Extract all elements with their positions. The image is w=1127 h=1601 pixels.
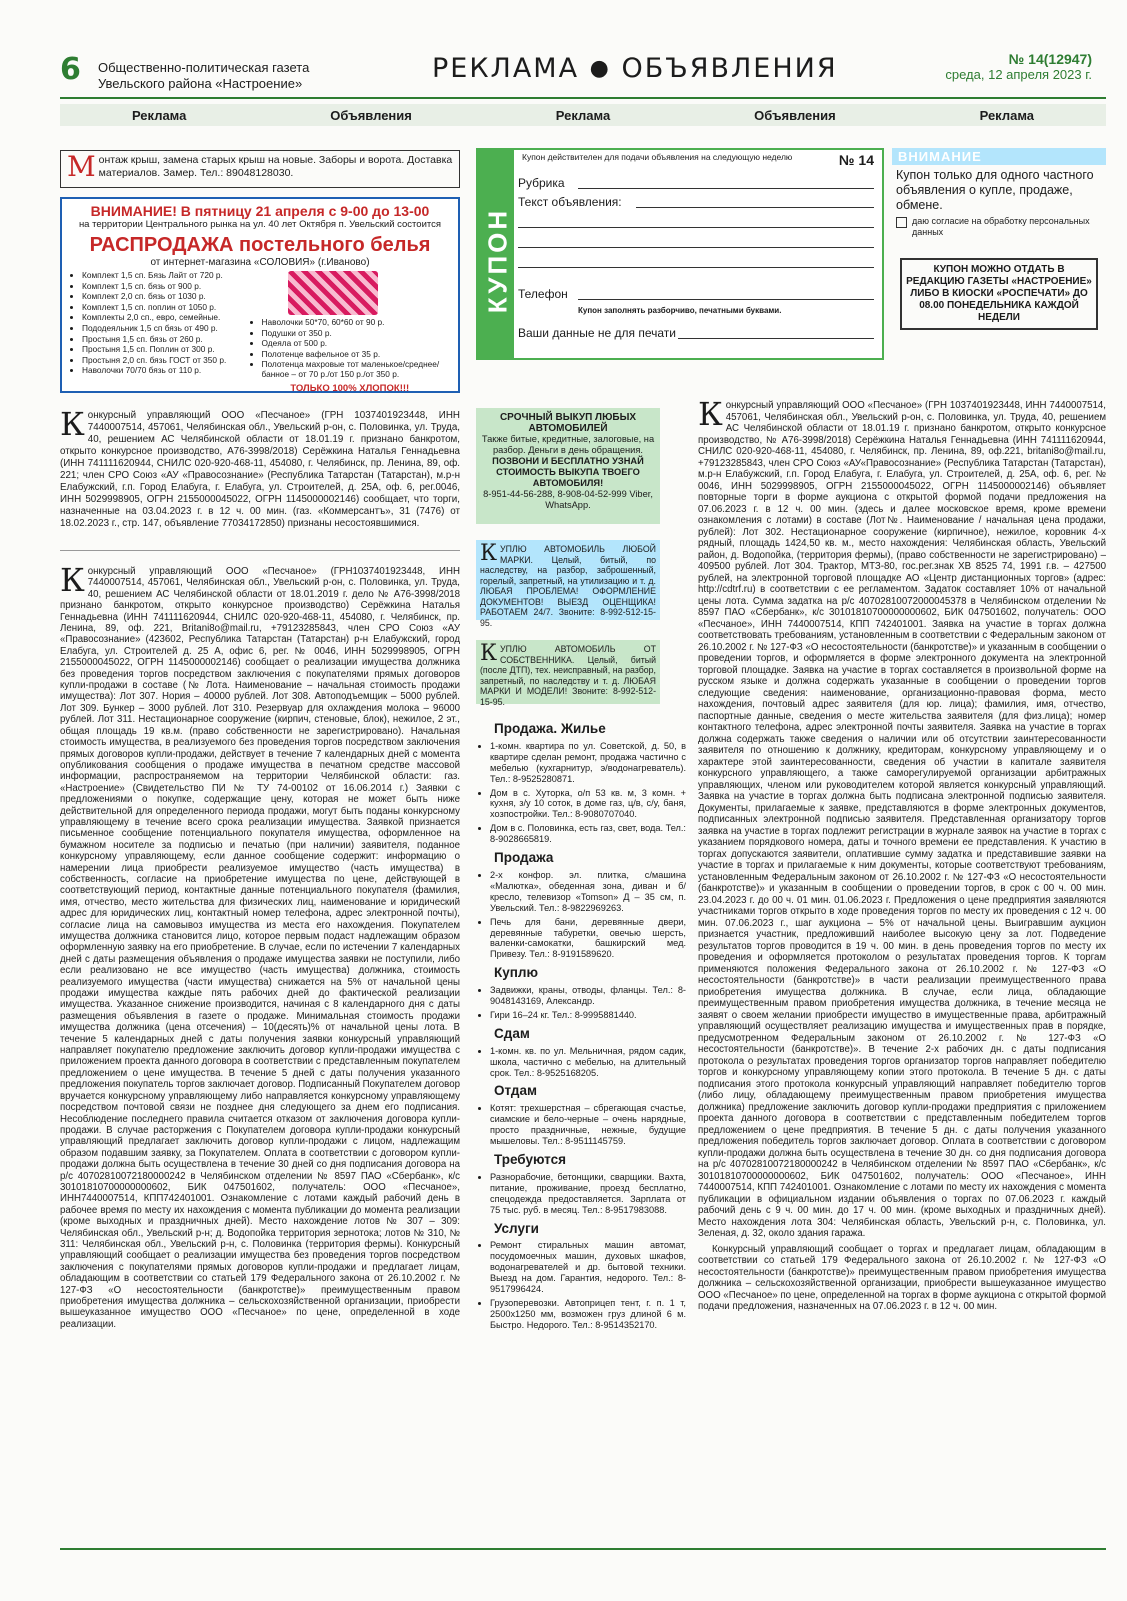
field-text-line[interactable] (518, 247, 874, 248)
paper-line-1: Общественно-политическая газета (98, 60, 310, 75)
rubric-4: Объявления (754, 107, 836, 123)
field-phone-line[interactable] (578, 299, 874, 300)
classified-heading: Продажа. Жилье (494, 721, 606, 736)
ad-roofing-text: онтаж крыш, замена старых крыш на новые. Заборы и ворота. Доставка материалов. Замер. Тел.: 89048128030. (98, 154, 453, 179)
rubric-2: Объявления (330, 107, 412, 123)
rubric-bar (60, 104, 1106, 126)
notice2-text: онкурсный управляющий ООО «Песчаное» (ГРН1037401923448, ИНН 7440007514, 457061, Челябинская обл., Увельский р-он, с. Половинка, ул. Труда, 40, решением АС Челябинской области от 18.01.2019 г. дело № А76-3998/2018 признано банкротом, открыто конкурсное производство) Серёжкина Наталья Геннадьевна (ИНН 741111620944, СНИЛС 020-920-468-11, 454080, г. Челябинск, пр. Ленина, 89, оф. 221, Britani8o@mail.ru, +79123285843, член СРО Союз «АУ «Правосознание» (423602, Республика Татарстан (Татарстан) р-н Елабужский, город Елабуга, ул. Строителей д. 25 А, офис 6, рег. № 0046, ИНН 5029998905, ОГРН 2155000045022, ОГРН 1145000002146) сообщает о реализации имущества должника без проведения торгов посредством заключения с покупателями прямых договоров купли-продажи в составе (№ Лота. Наименование – начальная стоимость продажи имущества): Лот 307. Нория – 40000 рублей. Лот 308. Автоподъемщик – 5000 рублей. Лот 309. Бункер – 3000 рублей. Лот 310. Резервуар для охлаждения молока – 96000 рублей. Лот 311. Нестационарное сооружение (кирпич, стеновые, блок), нежилое, 2 эт., общая площадь 19 кв.м. (право собственности не зарегистрировано). Начальная стоимость имущества, в реализуемого без проведения торгов посредством заключения прямых договоров купли-продажи, действует в течение 7 календарных дней с момента опубликования сообщения о продаже имущества в печатном средстве массовой информации, распространяемом на территории Челябинской области: газ. «Настроение» (Свидетельство ПИ № ТУ 74-00102 от 16.06.2014 г.) Заявки с предложениями о покупке, содержащие цену, которая не может быть ниже действительной для определенного периода продажи, могут быть поданы конкурсному управляющему в течение всего срока реализации имущества. Заявкой признается письменное сообщение потенциального покупателя имущества, оформленное на бумажном носителе за подписью и печатью (при наличии) заявителя, поданное конкурсному управляющему, если данное сообщение содержит: информацию о намерении лица приобрести реализуемое имущество (часть имущества) в собственность, согласие на приобретение имущества по цене, действующей в соответствующий период, контактные данные потенциального покупателя (фамилия, имя, отчество, место жительства для физических лиц, наименование и юридический адрес для юридических лиц, контактный номер телефона, адрес электронной почты), согласие лица на самовывоз имущества из места его нахождения. Покупателем имущества должника становится лицо, которое первым подаст надлежащим образом оформленную заявку на его приобретение. В случае, если по истечении 7 календарных дней с даты размещения объявления о продаже имущества заявки не поступили, либо если реализовано не все имущество (часть имущества) должника, стоимость реализуемого имущества (части имущества) снижается на 5% от начальной цены продажи имущества каждые пять рабочих дней до фактической реализации имущества. Указанное снижение производится, начиная с 8 календарного дня с даты размещения объявления в газете о продаже. Минимальная стоимость продажи имущества должника (цена отсечения) – 10(десять)% от начальной цены лота. В течение 5 календарных дней с даты получения заявки конкурсный управляющий направляет покупателю предложение заключить договор купли-продажи имущества с приложением проекта данного договора в соответствии с представленным покупателем предложением о цене имущества. В течение 5 дней с даты получения указанного предложения покупатель торгов заключает договор. Подписанный Покупателем договор вручается конкурсному управляющему либо направляется конкурсному управляющему посредством почтовой связи не позднее дня следующего за днем его подписания. Несоблюдение последнего правила считается отказом от заключения договора купли-продажи. В случае расторжения с Покупателем договора купли-продажи конкурсный управляющий предлагает заключить договор купли-продажи с лицом, надлежащим образом подавшим заявку, за Покупателем. Оплата в соответствии с договором купли-продажи должна быть осуществлена в течение 30 дней со дня подписания договора на р/с 40702810072180000242 в Челябинском отделении № 8597 ПАО «Сбербанк», к/с 30101810700000000602, БИК 047501602, получатель: ООО «Песчаное», ИНН7440007514, КПП742401001. Ознакомление с лотами каждый рабочий день в рабочее время по месту их нахождения с момента публикации до момента реализации (кроме выходных и праздничных дней). Место нахождение лотов № 307 – 309: Челябинская обл., Увельский р-н; д. Водопойка территория зернотока; лотов № 310, № 311: Челябинская обл., Увельский р-н, с. Половинка (территория фермы). Конкурсный управляющий сообщает о реализации имущества без проведения торгов посредством заключения с покупателями прямых договоров купли-продажи и предлагает лицам, обладающим в соответствии со статьей 179 Федерального закона от 26.10.2002 г. № 127-ФЗ «О несостоятельности (банкротстве)» преимущественным правом приобретения имущества должника – сельскохозяйственной организации, приобрести вышеуказанное имущество ООО «Песчаное» по цене, определенной в ходе реализации. (60, 566, 460, 1330)
coupon-fill-note: Купон заполнять разборчиво, печатными буквами. (578, 306, 782, 315)
list-item: • Комплект 1,5 сп. поплин от 1050 р. (82, 303, 248, 313)
ad-buy-car-1 (476, 540, 660, 628)
coupon-where-note: КУПОН МОЖНО ОТДАТЬ В РЕДАКЦИЮ ГАЗЕТЫ «НАСТРОЕНИЕ» ЛИБО В КИОСКИ «РОСПЕЧАТИ» ДО 08.00 ПОНЕДЕЛЬНИКА КАЖДОЙ НЕДЕЛИ (900, 258, 1098, 330)
classified-list (476, 1172, 686, 1216)
list-item: • Простыня 2,0 сп. бязь ГОСТ от 350 р. (82, 356, 248, 366)
list-item: • Комплект 2,0 сп. бязь от 1030 р. (82, 292, 248, 302)
classified-item: • Печь для бани, деревянные двери, деревянные табуретки, овечью шерсть, валенки-самокатки, башкирский мед. Привезу. Тел.: 8-9191589620. (490, 917, 686, 961)
classified-item: • Грузоперевозки. Автоприцеп тент, г. п. 1 т, 2500х1250 мм, возможен груз длиной 6 м. Быстро. Недорого. Тел.: 8-9514352170. (490, 1298, 686, 1331)
footer-divider (60, 1548, 1106, 1550)
field-private-line[interactable] (678, 338, 874, 339)
classified-heading: Услуги (494, 1220, 539, 1236)
coupon (476, 148, 884, 360)
buyout-text: Также битые, кредитные, залоговые, на разбор. Деньги в день обращения. (481, 434, 655, 455)
list-item: • Одеяла от 500 р. (262, 339, 452, 349)
classified-item: • Ремонт стиральных машин автомат, посудомоечных машин, духовых шкафов, водонагревателей и др. бытовой техники. Выезд на дом. Гарантия, недорого. Тел.: 8-9517996424. (490, 1240, 686, 1295)
classified-heading: Сдам (494, 1025, 530, 1041)
dropcap: К (480, 541, 498, 566)
classified-list (476, 741, 686, 845)
list-item: • Комплекты 2,0 сп., евро, семейные. (82, 313, 248, 323)
notice-bankruptcy-3 (698, 400, 1106, 1540)
list-item: • Простыня 1,5 сп. бязь от 260 р. (82, 335, 248, 345)
list-item: • Полотенце вафельное от 35 р. (262, 350, 452, 360)
notice3-text-2: Конкурсный управляющий сообщает о торгах и предлагает лицам, обладающим в соответствии со статьей 179 Федерального закона от 26.10.2002 г. № 127-ФЗ «О несостоятельности (банкротстве)» преимущественным правом приобретения имущества должника – сельскохозяйственной организации, приобрести вышеуказанное имущество ООО «Песчаное» по цене, определенной на торгах в форме аукциона с открытой формой подачи предложения, назначенных на 07.06.2023 г. в 12 ч. 00 мин. (698, 1243, 1106, 1312)
field-rubric-label: Рубрика (518, 176, 565, 190)
classified-item: • Дом в с. Половинка, есть газ, свет, вода. Тел.: 8-9028665819. (490, 823, 686, 845)
field-private-label: Ваши данные не для печати (518, 326, 677, 340)
issue-info (945, 52, 1092, 82)
list-item: • Комплект 1,5 сп. бязь от 900 р. (82, 282, 248, 292)
consent-checkbox[interactable] (896, 217, 907, 228)
classified-heading: Требуются (494, 1152, 566, 1167)
classified-item: • Котят: трехшерстная – сбрегающая счастье, сиамские и бело-черные – очень нарядные, просто праздничные, нежные, будущие мышеловы. Тел.: 8-9511145759. (490, 1103, 686, 1147)
rubric-1: Реклама (131, 107, 187, 123)
list-item: • Комплект 1,5 сп. Бязь Лайт от 720 р. (82, 271, 248, 281)
classifieds-column (476, 716, 686, 1536)
classified-item: • Задвижки, краны, отводы, фланцы. Тел.: 8-9048143169, Александр. (490, 985, 686, 1007)
paper-line-2: Увельского района «Настроение» (98, 76, 303, 91)
header-divider (60, 97, 1106, 99)
classified-item: • 1-комн. кв. по ул. Мельничная, рядом садик, школа, частично с мебелью, на длительный срок. Тел.: 8-9525168205. (490, 1046, 686, 1079)
ad-buy-car-2 (476, 640, 660, 707)
linen-title: РАСПРОДАЖА постельного белья (89, 234, 431, 256)
consent-label: даю согласие на обработку персональных данных (912, 216, 1090, 237)
bullet-dot-icon: ● (589, 56, 611, 81)
classified-item: • Разнорабочие, бетонщики, сварщики. Вахта, питание, проживание, проезд бесплатно, спецодежда предоставляется. Зарплата от 75 тыс. руб. в месяц. Тел.: 8-9517983088. (490, 1172, 686, 1216)
dropcap: К (60, 566, 85, 599)
dropcap: К (60, 405, 85, 443)
ad-roofing (60, 150, 460, 188)
rubric-3: Реклама (555, 107, 611, 123)
classified-item: • 1-комн. квартира по ул. Советской, д. 50, в квартире сделан ремонт, продажа частично с мебелью (кухгарнитур, э/водонагреватель). Тел.: 8-9525280871. (490, 741, 686, 785)
list-item: • Наволочки 50*70, 60*60 от 90 р. (262, 318, 452, 328)
field-text-line[interactable] (518, 267, 874, 268)
list-item: • Полотенца махровые тот маленькое/среднее/банное – от 70 р./от 150 р./от 350 р. (262, 360, 452, 379)
classified-list (476, 1103, 686, 1147)
list-item: • Простыня 1,5 сп. Поплин от 300 р. (82, 345, 248, 355)
field-text-line[interactable] (636, 207, 874, 208)
coupon-side-label: КУПОН (482, 207, 513, 314)
notice3-text: онкурсный управляющий ООО «Песчаное» (ГРН 1037401923448, ИНН 7440007514, 457061, Челябинская обл., Увельский р-он, с. Половинка, ул. Труда, 40, решением АС Челябинской области от 18.01.19 г. признано банкротом, открыто конкурсное производство, № А76-3998/2018) Серёжкина Наталья Геннадьевна (ИНН 741111620944, СНИЛС 020-920-468-11, 454080, г. Челябинск, пр. Ленина, 89, оф.221, britani8o@mail.ru, +79123285843, член СРО Союз «АУ«Правосознание» (Республика Татарстан (Татарстан), м.р-н Елабужский, г.п. Город Елабуга, г. Елабуга, ул. Строителей, д. 25А, оф. 6, рег. № 0046, ИНН 5029998905, ОГРН 2155000045022, ОГРН 1145000002146) объявляет повторные торги в форме аукциона с открытой формой подачи предложения на 07.06.2023 г. в 12 ч. 00 мин. (здесь и далее московское время, кроме времени ознакомления с лотами) в составе (Лот№. Наименование / начальная цена продажи, рублей): Лот 302. Нестационарное сооружение (кирпичное), нежилое, коровник 4-х рядный, площадь 1424,50 кв. м., место нахождения: Челябинская область, Увельский район, д. Водопойка, (территория фермы), (право собственности не зарегистрировано) – 409500 рублей. Лот 304. Трактор, МТЗ-80, гос.рег.знак ХВ 8525 74, 1991 г.в. – 427500 рублей, на электронной торговой площадке АО «Центр дистанционных торгов» (адрес: http://cdtrf.ru) в соответствии с ее регламентом. Задаток составляет 10% от начальной цены лота. Сумма задатка на р/с 40702810072000045378 в Челябинском отделении № 8597 ПАО «Сбербанк», к/с 30101810700000000602, БИК 047501602, получатель: ООО «Песчаное», ИНН 7440007514, КПП 742401001. Заявка на участие в торгах должна соответствовать требованиям, установленным в соответствии с Федеральным законом от 26.10.2002 г. № 127-ФЗ «О несостоятельности (банкротстве)» и указанным в сообщении о проведении торгов, и оформляется в форме электронного документа на электронной торговой площадке. Заявка на участие в торгах составляется в произвольной форме на русском языке и должна содержать указанные в сообщении о проведении торгов следующие сведения: наименование, организационно-правовая форма, место нахождения, почтовый адрес заявителя (для юр. лица); фамилия, имя, отчество, паспортные данные, сведения о месте жительства заявителя (для физ.лица); номер контактного телефона, адрес электронной почты заявителя. Заявка на участие в торгах должна содержать также сведения о наличии или об отсутствии заинтересованности заявителя по отношению к должнику, кредиторам, конкурсному управляющему и о характере этой заинтересованности, сведения об участии в капитале заявителя конкурсного управляющего, а также саморегулируемой организации арбитражных управляющих, членом или руководителем которой является конкурсный управляющий. Заявка на участие в торгах должна быть подписана электронной подписью заявителя. Документы, прилагаемые к заявке, представляются в форме электронных документов, подписанных электронной подписью заявителя. Представленная организатору торгов заявка на участие в торгах подлежит регистрации в журнале заявок на участие в торгах с указанием порядкового номера, даты и точного времени ее представления. К участию в торгах допускаются заявители, оплатившие сумму задатка и представившие заявки на участие в торгах и прилагаемые к ним документы, которые соответствуют требованиям, установленным Федеральным законом от 26.10.2002 г. № 127-ФЗ «О несостоятельности (банкротстве)» и указанным в сообщении о проведении торгов, в срок с 00 ч. 00 мин. 23.04.2023 г. до 00 ч. 01 мин. 01.06.2023 г. Предложения о цене предприятия заявляются участниками торгов открыто в ходе проведения торгов по месту их проведения с 12 ч. 00 мин. 07.06.2023 г., шаг аукциона – 5% от начальной цены. Выигравшим аукцион признается участник, предложивший наиболее высокую цену за лот. Подведение результатов торгов проводится в 19 ч. 00 мин. в день проведения торгов по месту их проведения и оформляется протоколом о результатах проведения торгов. К торгам применяются положения Федерального закона от 26.10.2002 г. № 127-ФЗ «О несостоятельности (банкротстве)» в части реализации преимущественного права приобретения имущества должника. В случае, если лица, обладающие преимущественным правом приобретения имущества должника, в течение месяца не заявят о своем желании приобрести имущество в имущественные права, арбитражный управляющий осуществляет реализацию имущества и имущественных прав в порядке, предусмотренном Федеральным законом от 26.10.2002 г. № 127-ФЗ «О несостоятельности (банкротстве)». В течение 2-х рабочих дн. с даты подписания протокола о результатах проведения торгов организатор торгов направляет победителю торгов и конкурсному управляющему копии этого протокола. В течение 5 дн. с даты подписания этого протокола конкурсный управляющий направляет победителю торгов (либо лицу, обладающему преимущественным правом приобретения имущества должника) предложение заключить договор купли-продажи предприятия с приложением проекта данного договора в соответствии с представленным победителем торгов предложением о цене предприятия. В течение 5 дн. с даты получения указанного предложения победитель торгов заключает договор. Оплата в соответствии с договором купли-продажи должна быть осуществлена в течение 30 дн. со дня подписания договора на р/с 40702810072180000242 в Челябинском отделении № 8597 ПАО «Сбербанк», к/с 30101810700000000602, БИК 047501602, получатель: ООО «Песчаное», ИНН 7440007514, КПП 742401001. Ознакомление с лотами по месту их нахождения с момента публикации в официальном издании объявления о торгах по 07.06.2023 г. каждый рабочий день с 9 ч. 00 мин. до 17 ч. 00 мин. (кроме выходных и праздничных дней). Место нахождения лота 304: Челябинская область, Увельский р-н, с. Половинка, ул. Зеленая, д. 32, около здания гаража. (698, 400, 1106, 1239)
dropcap: М (67, 150, 96, 183)
linen-list-right (248, 318, 452, 380)
attention-label: ВНИМАНИЕ (892, 148, 1106, 165)
classified-heading: Отдам (494, 1083, 537, 1099)
classified-list (476, 1240, 686, 1330)
buyout-phones: 8-951-44-56-288, 8-908-04-52-999 Viber, WhatsApp. (483, 489, 653, 510)
issue-date: среда, 12 апреля 2023 г. (945, 67, 1092, 82)
classified-item: • Гири 16–24 кг. Тел.: 8-9995881440. (490, 1010, 686, 1021)
dropcap: К (698, 400, 723, 433)
issue-number: № 14(12947) (1008, 51, 1092, 67)
list-item: • Пододеяльник 1,5 сп бязь от 490 р. (82, 324, 248, 334)
classified-list (476, 870, 686, 960)
ad-car-buyout (476, 408, 660, 524)
page-number: 6 (60, 52, 81, 87)
linen-shop: от интернет-магазина «СОЛОВИЯ» (г.Иваново) (150, 257, 370, 268)
buy-car-1-text: УПЛЮ АВТОМОБИЛЬ ЛЮБОЙ МАРКИ. Целый, битый, по наследству, на разбор, заброшенный, горелый, запретный, на утилизацию и т. д. ЛЮБАЯ ПРОБЛЕМА! ОФОРМЛЕНИЕ ДОКУМЕНТОВ! ВЫЕЗД ОЦЕНЩИКА! РАБОТАЕМ 24/7. Звоните: 8-992-512-15-95. (480, 544, 656, 628)
buy-car-2-text: УПЛЮ АВТОМОБИЛЬ ОТ СОБСТВЕННИКА. Целый, битый (после ДТП), тех. неисправный, на разбор, запретный, по наследству и т. д. ЛЮБАЯ МАРКИ И МОДЕЛИ! Звоните: 8-992-512-15-95. (480, 644, 656, 707)
field-text-line[interactable] (518, 227, 874, 228)
classified-list (476, 985, 686, 1021)
coupon-valid-note: Купон действителен для подачи объявления на следующую неделю (522, 152, 793, 162)
linen-attention: ВНИМАНИЕ! В пятницу 21 апреля с 9-00 до 13-00 (90, 203, 430, 219)
field-text-label: Текст объявления: (518, 195, 622, 209)
linen-footer: ТОЛЬКО 100% ХЛОПОК!!! (290, 382, 410, 394)
coupon-attention (892, 148, 1106, 360)
list-item: • Подушки от 350 р. (262, 329, 452, 339)
newspaper-name (98, 60, 309, 92)
notice-bankruptcy-1 (60, 405, 460, 551)
ad-linen-sale (60, 197, 460, 393)
attention-text: Купон только для одного частного объявления о купле, продаже, обмене. (896, 168, 1094, 212)
section-title (432, 53, 838, 84)
dropcap: К (480, 641, 498, 666)
classified-heading: Куплю (494, 965, 539, 981)
notice-bankruptcy-2 (60, 566, 460, 1541)
buyout-call: ПОЗВОНИ И БЕСПЛАТНО УЗНАЙ СТОИМОСТЬ ВЫКУПА ТВОЕГО АВТОМОБИЛЯ! (492, 456, 644, 488)
list-item: • Наволочки 70/70 бязь от 110 р. (82, 366, 248, 376)
section-left: РЕКЛАМА (432, 53, 580, 84)
bedding-image (288, 271, 378, 315)
section-right: ОБЪЯВЛЕНИЯ (621, 53, 838, 84)
linen-location: на территории Центрального рынка на ул. 40 лет Октября п. Увельский состоится (78, 219, 442, 230)
linen-list-left (68, 271, 248, 393)
notice1-text: онкурсный управляющий ООО «Песчаное» (ГРН 1037401923448, ИНН 7440007514, 457061, Челябинская обл., Увельский р-он, с. Половинка, ул. Труда, 40, решением АС Челябинской области от 18.01.19 г. признано банкротом, открыто конкурсное производство, А76-3998/2018) Серёжкина Наталья Геннадьевна (ИНН 741111620944, СНИЛС 020-920-468-11, 454080, г. Челябинск, пр. Ленина, 89, оф. 221; член СРО Союз «АУ «Правосознание» (Республика Татарстан (Татарстан), м.р-н Елабужский, г.п. Город Елабуга, г. Елабуга, ул. Строителей, д. 25А, оф. 6, рег.0046, ИНН 5029998905, ОГРН 2155000045022, ОГРН 1145000002146) сообщает, что торги, назначенные на 03.04.2023 г. в 12 ч. 00 мин. (газ. «Коммерсантъ», 31 (7476) от 18.02.2023 г., стр. 147, объявление 77034172850) признаны несостоявшимися. (60, 410, 460, 529)
classified-item: • Дом в с. Хуторка, о/п 53 кв. м, 3 комн. + кухня, з/у 10 соток, в доме газ, ц/в, с/у, баня, хозпостройки. Тел.: 8-9080707040. (490, 788, 686, 821)
field-rubric-line[interactable] (578, 188, 874, 189)
field-phone-label: Телефон (518, 287, 568, 301)
coupon-number: № 14 (838, 152, 874, 168)
buyout-title: СРОЧНЫЙ ВЫКУП ЛЮБЫХ АВТОМОБИЛЕЙ (499, 412, 637, 434)
rubric-5: Реклама (979, 107, 1035, 123)
classified-list (476, 1046, 686, 1079)
classified-item: • 2-х конфор. эл. плитка, с/машина «Малютка», обеденная зона, диван и б/кресло, телевизор «Tomson» Д – 35 см, п. Увельский. Тел.: 8-9822969263. (490, 870, 686, 914)
classified-heading: Продажа (494, 850, 554, 866)
